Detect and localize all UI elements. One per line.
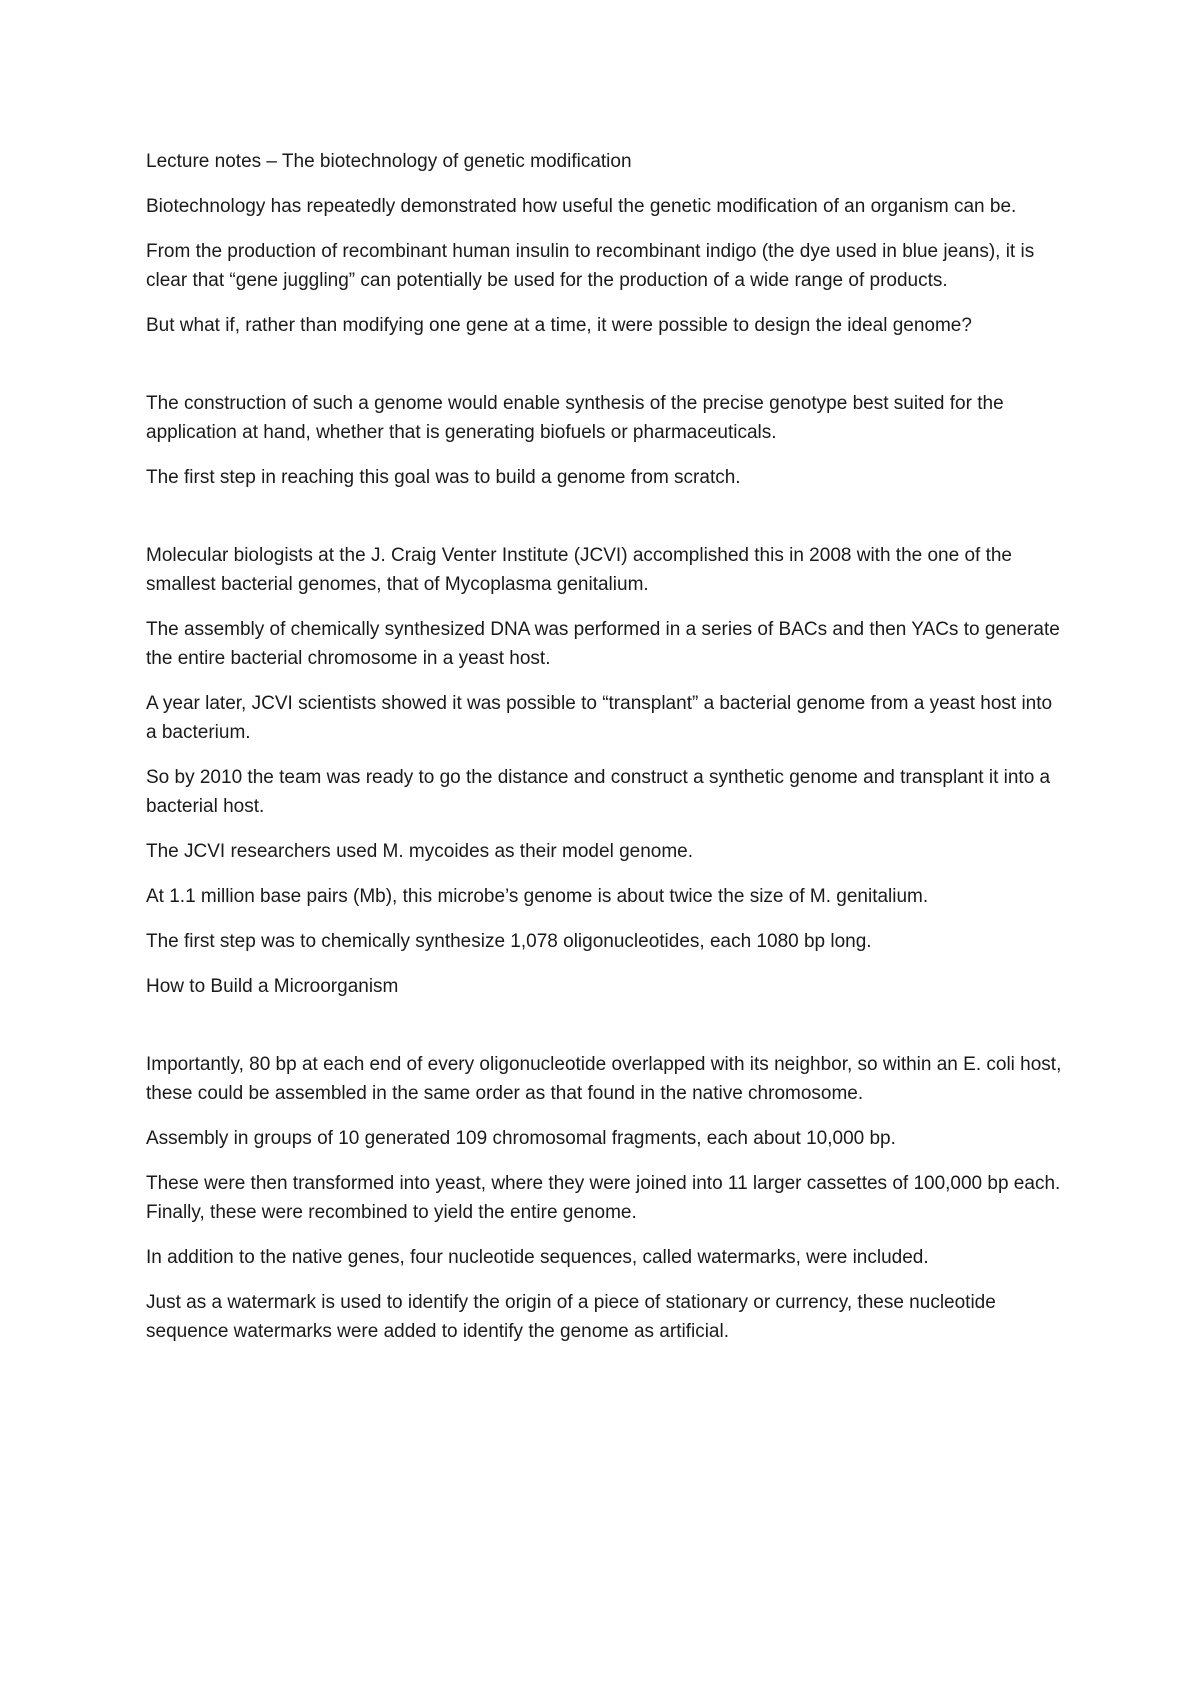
paragraph: The construction of such a genome would enable synthesis of the precise genotype best suited for the application at hand, whether that is generating biofuels or pharmaceuticals. [146, 393, 1004, 443]
paragraph: A year later, JCVI scientists showed it was possible to “transplant” a bacterial genome from a yeast host into a bacterium. [146, 693, 1053, 743]
paragraph: From the production of recombinant human insulin to recombinant indigo (the dye used in blue jeans), it is clear that “gene juggling” can potentially be used for the production of a wide range of products. [146, 241, 1035, 291]
paragraph: Importantly, 80 bp at each end of every oligonucleotide overlapped with its neighbor, so within an E. coli host, these could be assembled in the same order as that found in the native chromosome. [146, 1054, 1062, 1104]
document-body [146, 147, 1062, 1362]
paragraph: Assembly in groups of 10 generated 109 chromosomal fragments, each about 10,000 bp. [146, 1128, 896, 1149]
paragraph: Molecular biologists at the J. Craig Venter Institute (JCVI) accomplished this in 2008 with the one of the smallest bacterial genomes, that of Mycoplasma genitalium. [146, 545, 1013, 595]
paragraph: The first step in reaching this goal was to build a genome from scratch. [146, 467, 741, 488]
paragraph: But what if, rather than modifying one gene at a time, it were possible to design the ideal genome? [146, 315, 972, 336]
paragraph: Just as a watermark is used to identify the origin of a piece of stationary or currency, these nucleotide sequence watermarks were added to identify the genome as artificial. [146, 1292, 996, 1342]
paragraph: So by 2010 the team was ready to go the distance and construct a synthetic genome and transplant it into a bacterial host. [146, 767, 1051, 817]
paragraph: The assembly of chemically synthesized DNA was performed in a series of BACs and then YACs to generate the entire bacterial chromosome in a yeast host. [146, 619, 1060, 669]
blank-line [146, 508, 1062, 541]
paragraph: At 1.1 million base pairs (Mb), this microbe’s genome is about twice the size of M. genitalium. [146, 886, 929, 907]
document-title: Lecture notes – The biotechnology of genetic modification [146, 151, 632, 172]
blank-line [146, 356, 1062, 389]
blank-line [146, 1017, 1062, 1050]
paragraph: These were then transformed into yeast, where they were joined into 11 larger cassettes of 100,000 bp each. Finally, these were recombined to yield the entire genome. [146, 1173, 1061, 1223]
section-heading: How to Build a Microorganism [146, 976, 399, 997]
paragraph: Biotechnology has repeatedly demonstrated how useful the genetic modification of an organism can be. [146, 196, 1017, 217]
paragraph: In addition to the native genes, four nucleotide sequences, called watermarks, were included. [146, 1247, 929, 1268]
paragraph: The first step was to chemically synthesize 1,078 oligonucleotides, each 1080 bp long. [146, 931, 872, 952]
paragraph: The JCVI researchers used M. mycoides as their model genome. [146, 841, 694, 862]
